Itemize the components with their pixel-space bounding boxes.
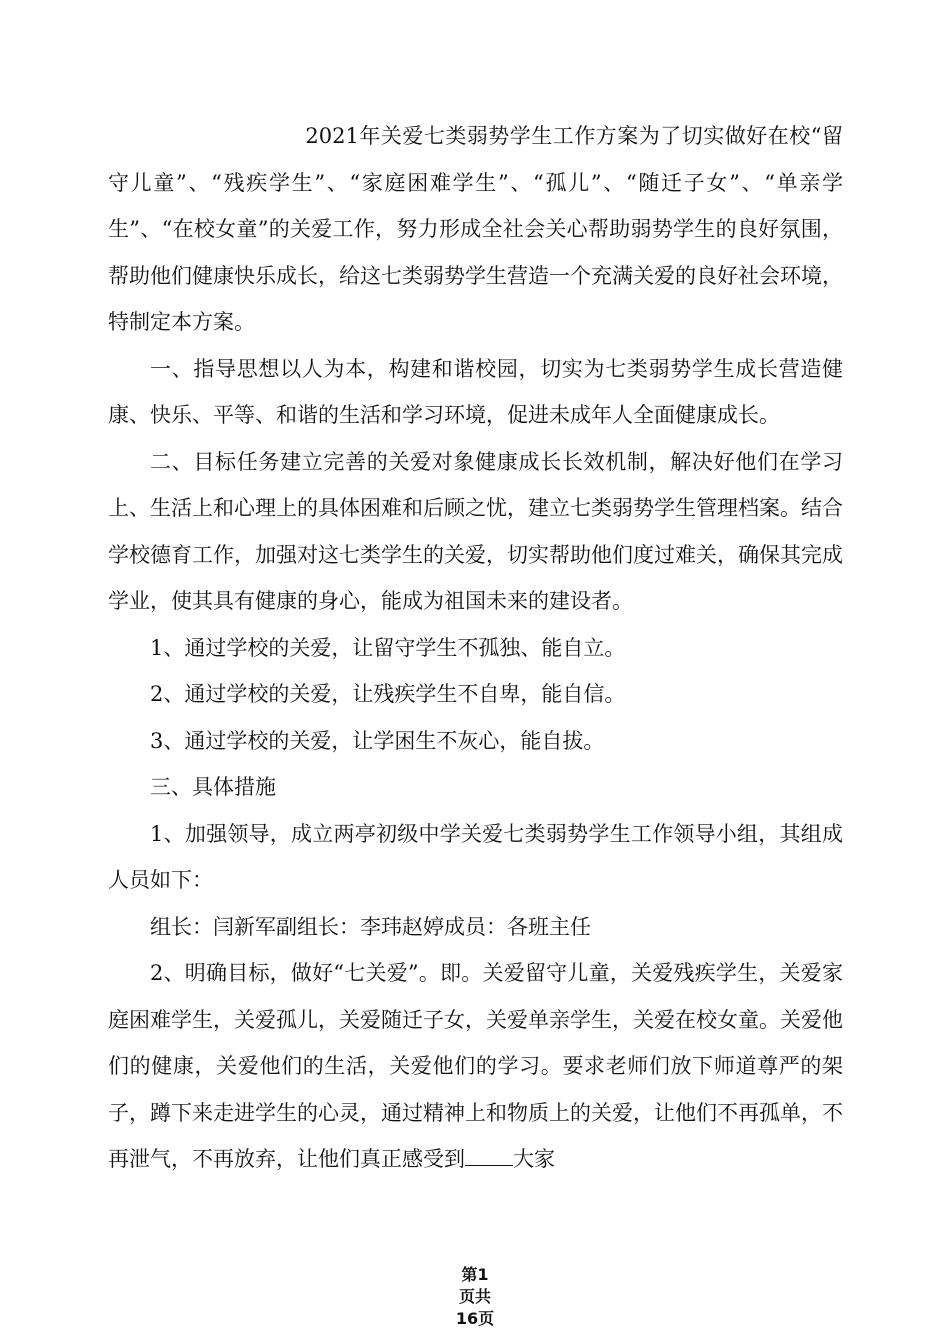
paragraph-intro: 2021年关爱七类弱势学生工作方案为了切实做好在校“留守儿童”、“残疾学生”、“家庭困难学生”、“孤儿”、“随迁子女”、“单亲学生”、“在校女童”的关爱工作，努力形成全社会关心帮助弱势学生的良好氛围，帮助他们健康快乐成长，给这七类弱势学生营造一个充满关爱的良好社会环境，特制定本方案。 — [108, 124, 843, 334]
paragraph-goal-1: 1、通过学校的关爱，让留守学生不孤独、能自立。 — [150, 635, 626, 660]
paragraph-measure-2-text: 2、明确目标，做好“七关爱”。即。关爱留守儿童，关爱残疾学生，关爱家庭困难学生，关爱孤儿，关爱随迁子女，关爱单亲学生，关爱在校女童。关爱他们的健康，关爱他们的生活，关爱他们的学习。要求老师们放下师道尊严的架子，蹲下来走进学生的心灵，通过精神上和物质上的关爱，让他们不再孤单，不再泄气，不再放弃，让他们真正感受到 — [108, 961, 843, 1171]
page-number-line-1: 第1 — [461, 1265, 489, 1284]
paragraph-measure-2-tail: 大家 — [513, 1147, 555, 1171]
paragraph-goal-2: 2、通过学校的关爱，让残疾学生不自卑，能自信。 — [150, 682, 626, 706]
paragraph-members: 组长：闫新军副组长：李玮赵婷成员：各班主任 — [150, 914, 591, 939]
page-footer — [0, 1264, 950, 1330]
paragraph-measure-1: 1、加强领导，成立两亭初级中学关爱七类弱势学生工作领导小组，其组成人员如下： — [108, 821, 843, 892]
page-number-line-2: 页共 — [458, 1287, 491, 1306]
underline-blank — [465, 1147, 513, 1166]
paragraph-guiding-ideology: 一、指导思想以人为本，构建和谐校园，切实为七类弱势学生成长营造健康、快乐、平等、和谐的生活和学习环境，促进未成年人全面健康成长。 — [108, 356, 843, 427]
page-number-line-3: 16页 — [455, 1309, 495, 1328]
document-body — [108, 113, 843, 1183]
paragraph-goal-3: 3、通过学校的关爱，让学困生不灰心，能自拔。 — [150, 728, 605, 753]
paragraph-goals: 二、目标任务建立完善的关爱对象健康成长长效机制，解决好他们在学习上、生活上和心理上的具体困难和后顾之忧，建立七类弱势学生管理档案。结合学校德育工作，加强对这七类学生的关爱，切实帮助他们度过难关，确保其完成学业，使其具有健康的身心，能成为祖国未来的建设者。 — [108, 449, 843, 613]
paragraph-measure-2 — [108, 950, 843, 1183]
section-heading-measures: 三、具体措施 — [150, 775, 276, 799]
